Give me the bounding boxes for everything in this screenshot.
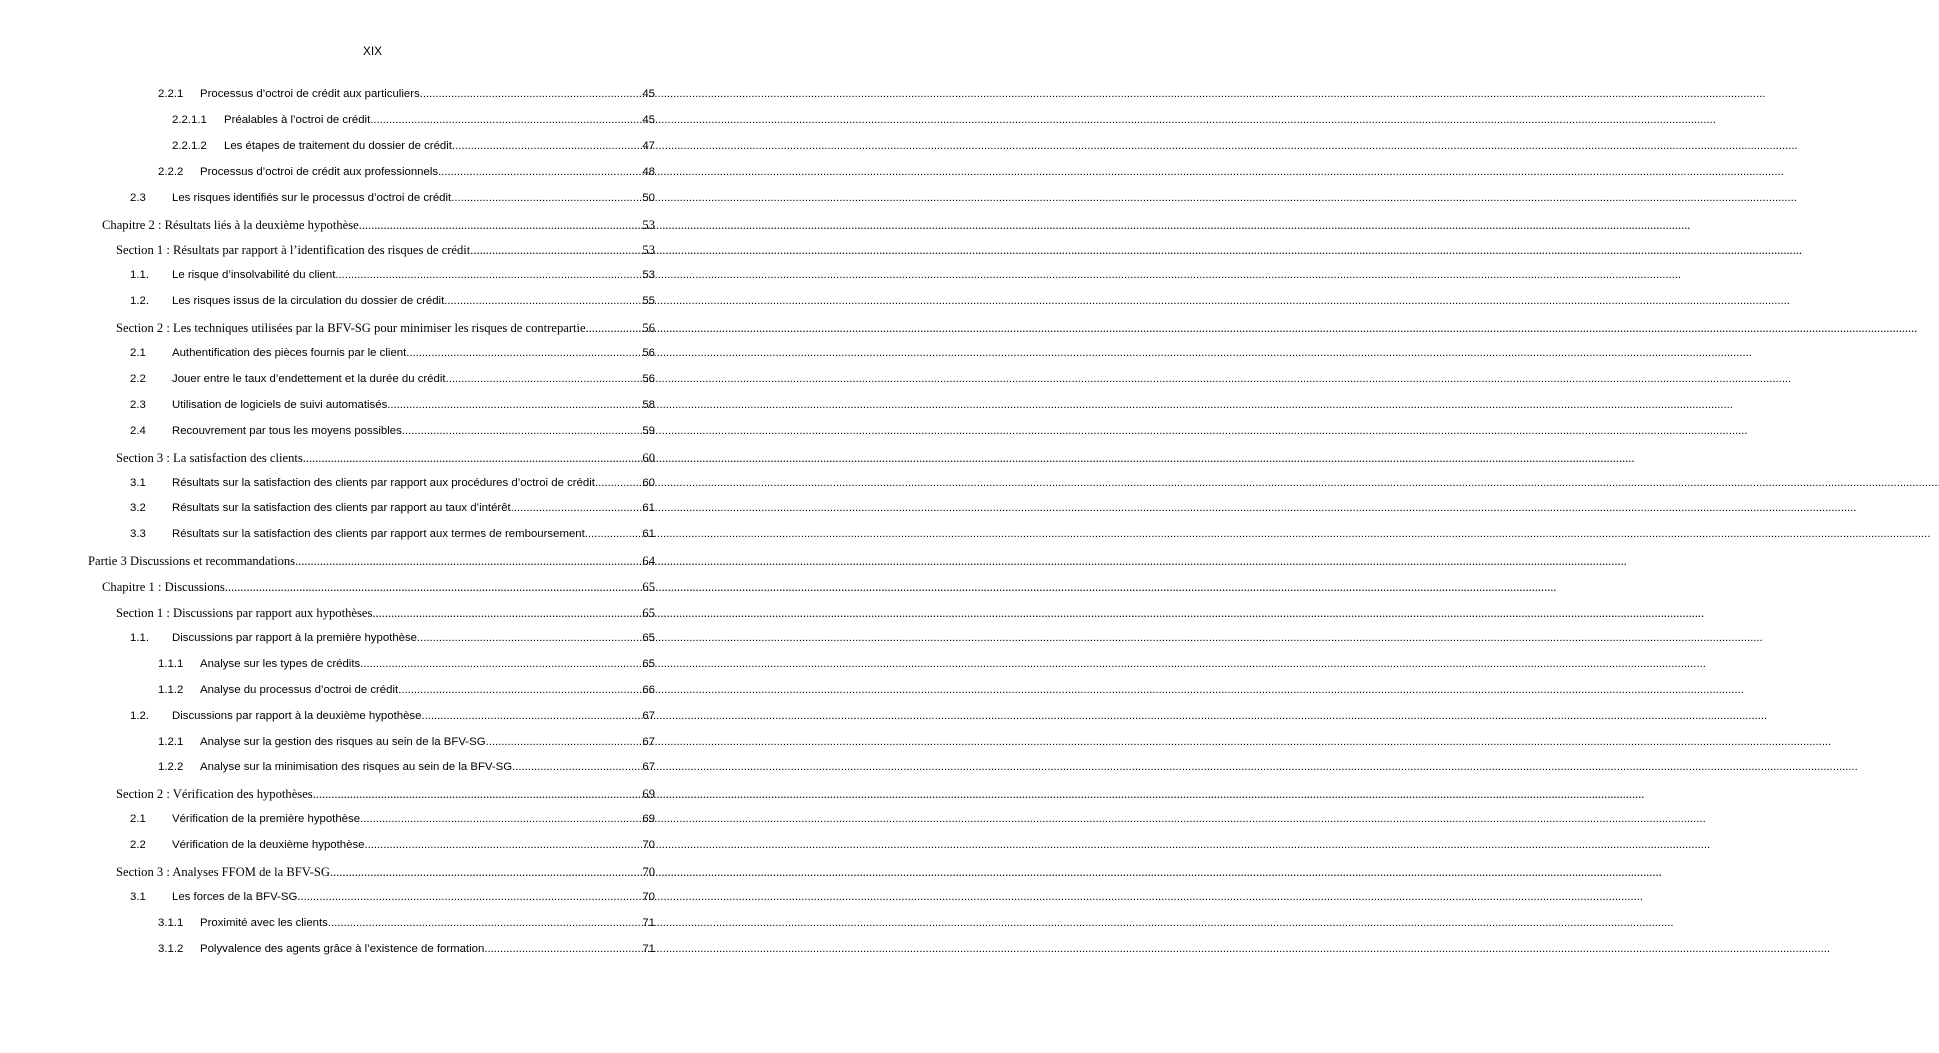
toc-entry-page: 53 <box>642 217 655 232</box>
toc-entry-number: 1.2.1 <box>158 735 184 748</box>
toc-entry[interactable] <box>88 554 655 574</box>
dot-leader <box>365 839 642 851</box>
toc-entry[interactable] <box>172 114 655 134</box>
toc-entry-title: Section 2 : Vérification des hypothèses <box>116 787 313 802</box>
dot-leader <box>372 606 641 621</box>
toc-entry-page: 67 <box>642 735 655 748</box>
toc-entry-page: 53 <box>642 243 655 258</box>
toc-entry-page: 56 <box>642 372 655 385</box>
toc-entry-page: 70 <box>642 890 655 903</box>
dot-leader <box>451 192 641 204</box>
toc-entry-title: Recouvrement par tous les moyens possibles <box>172 424 402 437</box>
toc-entry[interactable] <box>130 710 655 730</box>
dot-leader <box>511 502 642 514</box>
toc-entry[interactable] <box>158 684 655 704</box>
toc-entry[interactable] <box>158 658 655 678</box>
toc-entry-page: 61 <box>642 528 655 541</box>
toc-entry[interactable] <box>158 943 655 963</box>
toc-entry[interactable] <box>130 502 655 522</box>
toc-entry-title: Section 3 : La satisfaction des clients <box>116 450 303 465</box>
toc-entry-title: Les risques issus de la circulation du dossier de crédit <box>172 295 445 308</box>
toc-entry-number: 1.2. <box>130 295 149 308</box>
toc-entry[interactable] <box>116 865 655 885</box>
toc-entry[interactable] <box>116 321 655 341</box>
toc-entry-number: 3.1.1 <box>158 916 184 929</box>
dot-leader <box>360 658 641 670</box>
dot-leader <box>438 166 641 178</box>
dot-leader <box>470 243 641 258</box>
toc-entry-number: 2.2.1.1 <box>172 113 207 126</box>
toc-entry[interactable] <box>130 295 655 315</box>
toc-entry-title: Résultats sur la satisfaction des clients par rapport au taux d’intérêt <box>172 502 511 515</box>
toc-entry-number: 3.3 <box>130 528 146 541</box>
toc-entry-title: Jouer entre le taux d’endettement et la durée du crédit <box>172 372 446 385</box>
dot-leader <box>444 295 641 307</box>
dot-leader <box>297 891 641 903</box>
toc-entry-page: 67 <box>642 709 655 722</box>
toc-entry-page: 45 <box>642 113 655 126</box>
toc-entry-number: 3.1.2 <box>158 942 184 955</box>
toc-entry-page: 61 <box>642 502 655 515</box>
dot-leader <box>328 917 641 929</box>
toc-entry-number: 1.1. <box>130 269 149 282</box>
toc-entry[interactable] <box>130 477 655 497</box>
toc-entry-title: Vérification de la deuxième hypothèse <box>172 839 365 852</box>
toc-entry[interactable] <box>116 787 655 807</box>
toc-entry[interactable] <box>172 140 655 160</box>
toc-entry-number: 2.2.1 <box>158 88 184 100</box>
toc-entry-page: 65 <box>642 657 655 670</box>
toc-entry[interactable] <box>130 425 655 445</box>
toc-entry[interactable] <box>130 399 655 419</box>
dot-leader <box>330 865 641 880</box>
toc-entry[interactable] <box>130 347 655 367</box>
toc-entry-page: 60 <box>642 450 655 465</box>
toc-entry-title: Chapitre 2 : Résultats liés à la deuxième hypothèse <box>102 217 359 232</box>
toc-entry-title: Analyse sur les types de crédits <box>200 657 361 670</box>
dot-leader <box>421 710 641 722</box>
toc-entry[interactable] <box>130 269 655 289</box>
dot-leader <box>359 218 642 233</box>
toc-entry-page: 69 <box>642 813 655 826</box>
dot-leader <box>387 399 641 411</box>
toc-entry-number: 1.1.2 <box>158 683 184 696</box>
toc-entry-page: 58 <box>642 398 655 411</box>
toc-entry-page: 48 <box>642 165 655 178</box>
dot-leader <box>484 943 641 955</box>
toc-entry[interactable] <box>116 243 655 263</box>
toc-entry[interactable] <box>102 218 655 238</box>
toc-entry[interactable] <box>116 451 655 471</box>
toc-entry-title: Discussions par rapport à la première hypothèse <box>172 631 418 644</box>
dot-leader <box>360 813 641 825</box>
toc-entry-title: Analyse sur la minimisation des risques au sein de la BFV-SG <box>200 761 513 774</box>
toc-entry-page: 65 <box>642 580 655 595</box>
toc-entry-page: 56 <box>642 321 655 336</box>
dot-leader <box>370 114 641 126</box>
dot-leader <box>585 528 642 540</box>
dot-leader <box>446 373 642 385</box>
toc-entry-page: 64 <box>642 554 655 569</box>
toc-entry-title: Les forces de la BFV-SG <box>172 890 298 903</box>
toc-entry-number: 2.4 <box>130 424 146 437</box>
toc-entry-number: 2.1 <box>130 347 146 359</box>
toc-entry[interactable] <box>158 736 655 756</box>
toc-entry[interactable] <box>130 632 655 652</box>
toc-entry-page: 70 <box>642 865 655 879</box>
toc-entry-page: 56 <box>642 347 655 359</box>
toc-entry-number: 2.2 <box>130 839 146 852</box>
toc-entry-title: Chapitre 1 : Discussions <box>102 580 225 595</box>
toc-entry-title: Résultats sur la satisfaction des clients par rapport aux procédures d’octroi de crédit <box>172 476 595 489</box>
toc-entry-number: 3.2 <box>130 502 146 515</box>
dot-leader <box>335 269 641 281</box>
toc-entry-page: 59 <box>642 424 655 437</box>
toc-entry[interactable] <box>130 528 655 548</box>
toc-entry[interactable] <box>130 192 655 212</box>
toc-entry-title: Utilisation de logiciels de suivi automatisés <box>172 398 388 411</box>
dot-leader <box>406 347 641 359</box>
dot-leader <box>595 477 641 489</box>
toc-entry-number: 1.1. <box>130 631 149 644</box>
toc-entry-title: Le risque d’insolvabilité du client <box>172 269 336 282</box>
toc-entry-page: 53 <box>642 269 655 282</box>
dot-leader <box>225 580 642 595</box>
toc-entry-page: 70 <box>642 839 655 852</box>
toc-entry-number: 1.2. <box>130 709 149 722</box>
toc-entry-page: 65 <box>642 631 655 644</box>
toc-entry-title: Vérification de la première hypothèse <box>172 813 361 826</box>
dot-leader <box>313 787 642 802</box>
page-number: XIX <box>362 44 383 58</box>
toc-entry-page: 65 <box>642 606 655 620</box>
dot-leader <box>402 425 642 437</box>
toc-entry[interactable] <box>130 891 655 911</box>
dot-leader <box>303 451 642 466</box>
toc-entry-title: Polyvalence des agents grâce à l’existence de formation <box>200 942 485 955</box>
toc-entry-number: 2.1 <box>130 813 146 826</box>
dot-leader <box>586 321 642 336</box>
toc-entry[interactable] <box>130 813 655 833</box>
dot-leader <box>417 632 641 644</box>
toc-entry-number: 3.1 <box>130 890 146 903</box>
toc-entry-page: 67 <box>642 761 655 774</box>
toc-entry-title: Section 3 : Analyses FFOM de la BFV-SG <box>116 865 330 879</box>
toc-entry-title: Partie 3 Discussions et recommandations <box>88 554 296 569</box>
toc-entry-page: 69 <box>642 787 655 802</box>
toc-entry-title: Section 2 : Les techniques utilisées par la BFV-SG pour minimiser les risques de contrepartie <box>116 321 586 336</box>
toc-entry-title: Les étapes de traitement du dossier de crédit <box>224 139 452 152</box>
toc-entry-title: Processus d’octroi de crédit aux particuliers <box>200 88 420 100</box>
toc-entry-number: 1.1.1 <box>158 657 184 670</box>
toc-entry[interactable] <box>158 761 655 781</box>
toc-entry-title: Proximité avec les clients <box>200 916 328 929</box>
toc-entry-title: Section 1 : Résultats par rapport à l’identification des risques de crédit <box>116 243 471 258</box>
toc-entry[interactable] <box>130 839 655 859</box>
toc-entry-number: 2.2.2 <box>158 165 184 178</box>
toc-entry-page: 55 <box>642 295 655 308</box>
dot-leader <box>295 554 641 569</box>
toc-entry[interactable] <box>158 166 655 186</box>
toc-entry-page: 66 <box>642 683 655 696</box>
toc-entry-number: 3.1 <box>130 476 146 489</box>
toc-entry-page: 45 <box>642 88 655 100</box>
toc-entry-number: 2.2 <box>130 372 146 385</box>
toc-entry[interactable] <box>102 580 655 600</box>
dot-leader <box>452 140 641 152</box>
dot-leader <box>486 736 642 748</box>
toc-entry-page: 50 <box>642 191 655 204</box>
dot-leader <box>512 761 641 773</box>
toc-entry-title: Authentification des pièces fournis par le client <box>172 347 407 359</box>
toc-entry[interactable] <box>116 606 655 626</box>
toc-entry-title: Préalables à l’octroi de crédit <box>224 113 371 126</box>
toc-entry-number: 2.3 <box>130 398 146 411</box>
toc-entry-title: Résultats sur la satisfaction des clients par rapport aux termes de remboursement <box>172 528 585 541</box>
toc-entry-number: 2.2.1.2 <box>172 139 207 152</box>
toc-entry-title: Analyse sur la gestion des risques au sein de la BFV-SG <box>200 735 486 748</box>
toc-entry-page: 71 <box>642 916 655 929</box>
toc-entry[interactable] <box>158 88 655 108</box>
dot-leader <box>398 684 641 696</box>
toc-entry-title: Les risques identifiés sur le processus d’octroi de crédit <box>172 191 452 204</box>
toc-entry-number: 2.3 <box>130 191 146 204</box>
toc-entry-page: 71 <box>642 942 655 955</box>
toc-entry-title: Section 1 : Discussions par rapport aux hypothèses <box>116 606 373 620</box>
toc-entry-title: Processus d’octroi de crédit aux professionnels <box>200 165 439 178</box>
dot-leader <box>420 88 642 100</box>
toc-entry[interactable] <box>158 917 655 937</box>
toc-entry-title: Discussions par rapport à la deuxième hypothèse <box>172 709 422 722</box>
toc-entry-page: 60 <box>642 476 655 489</box>
toc-entry-page: 47 <box>642 139 655 152</box>
toc-entry-title: Analyse du processus d’octroi de crédit <box>200 683 399 696</box>
toc-entry[interactable] <box>130 373 655 393</box>
toc-entry-number: 1.2.2 <box>158 761 184 774</box>
